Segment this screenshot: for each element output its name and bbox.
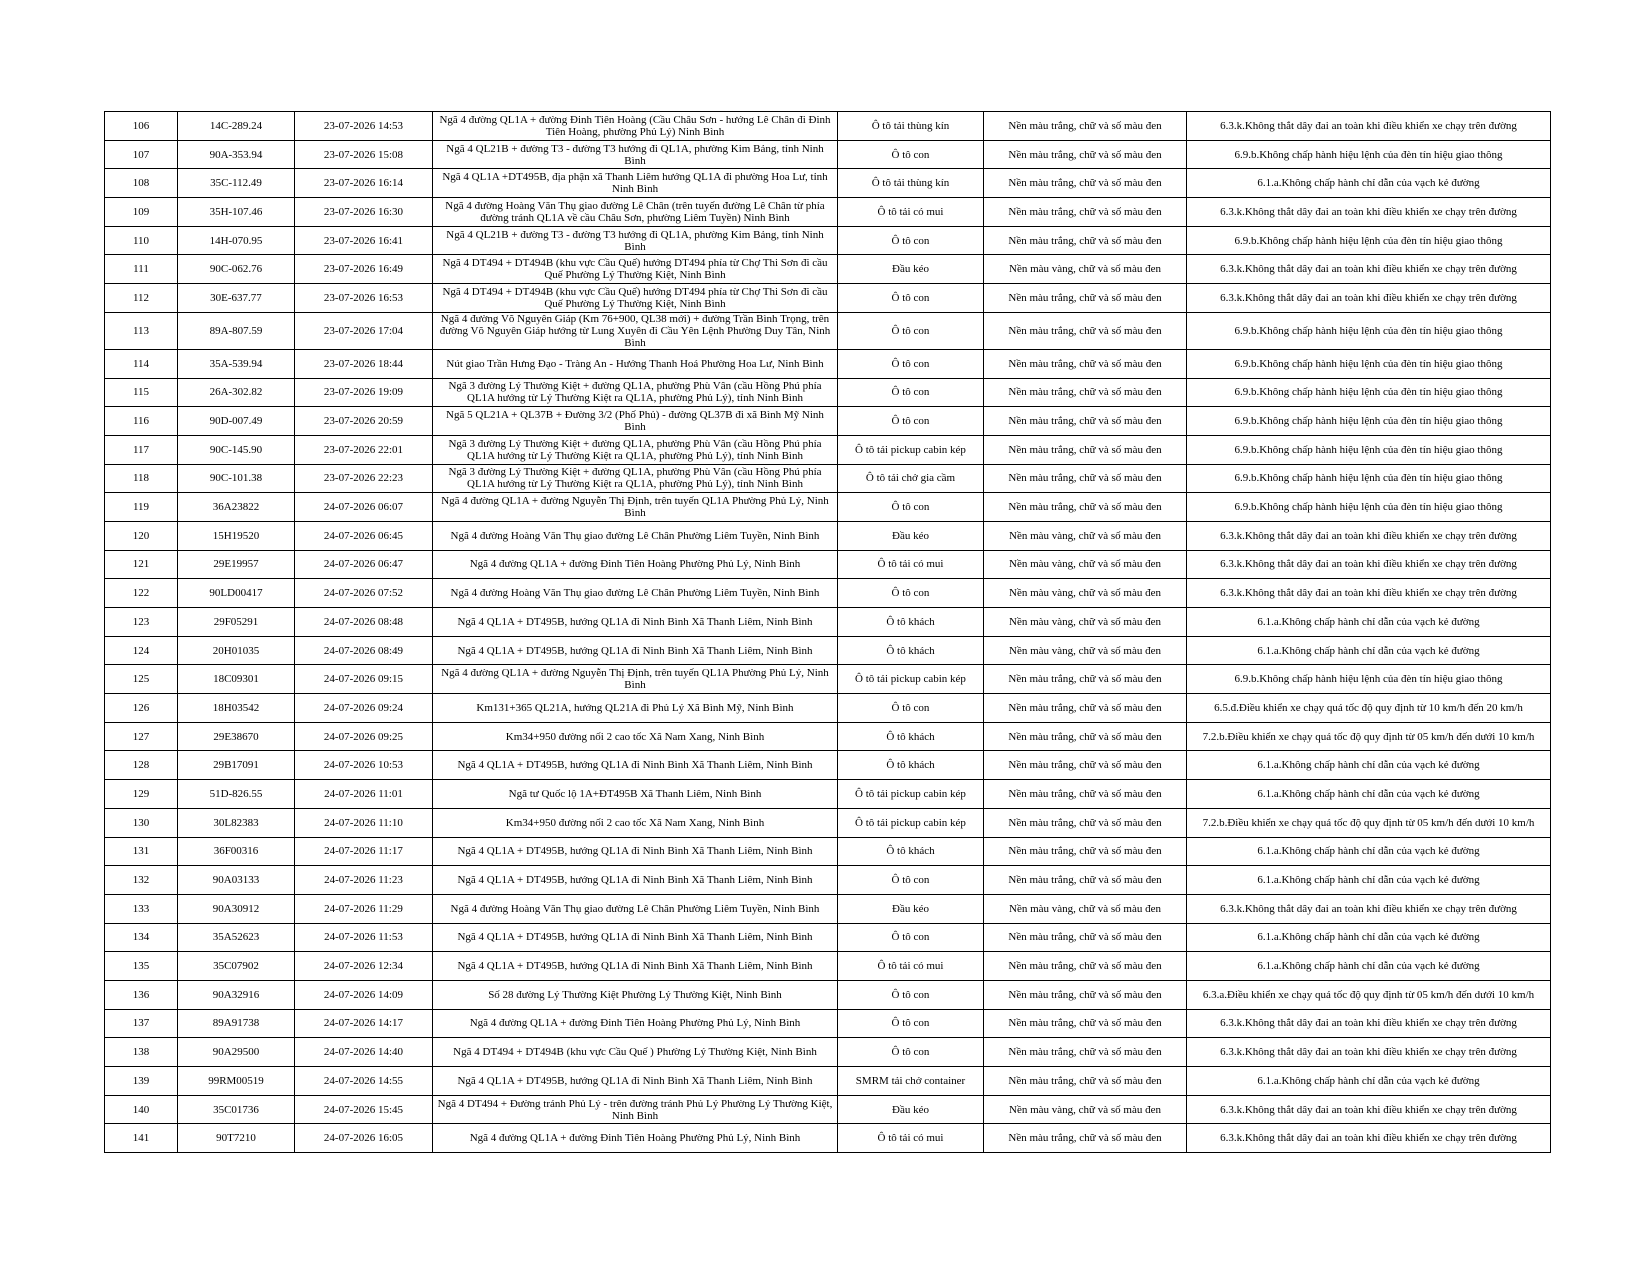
- table-row: [105, 579, 1551, 608]
- cell-row-number: 116: [105, 407, 178, 436]
- cell-vehicle-type: Ô tô khách: [838, 608, 984, 637]
- cell-plate-color: Nền màu trắng, chữ và số màu đen: [984, 1067, 1187, 1096]
- cell-violation: 6.3.k.Không thắt dây đai an toàn khi điều khiển xe chạy trên đường: [1187, 1124, 1551, 1153]
- cell-timestamp: 24-07-2026 06:45: [295, 521, 433, 550]
- cell-row-number: 126: [105, 694, 178, 723]
- cell-vehicle-type: Ô tô khách: [838, 751, 984, 780]
- cell-row-number: 118: [105, 464, 178, 493]
- violations-table: [104, 111, 1551, 1153]
- cell-license-plate: 90C-062.76: [178, 255, 295, 284]
- cell-timestamp: 24-07-2026 11:10: [295, 808, 433, 837]
- cell-vehicle-type: Ô tô tải có mui: [838, 1124, 984, 1153]
- cell-row-number: 115: [105, 378, 178, 407]
- cell-row-number: 137: [105, 1009, 178, 1038]
- cell-violation: 6.3.k.Không thắt dây đai an toàn khi điều khiển xe chạy trên đường: [1187, 579, 1551, 608]
- table-row: [105, 780, 1551, 809]
- cell-vehicle-type: Ô tô con: [838, 226, 984, 255]
- cell-timestamp: 24-07-2026 14:40: [295, 1038, 433, 1067]
- cell-vehicle-type: SMRM tải chở container: [838, 1067, 984, 1096]
- cell-row-number: 140: [105, 1095, 178, 1124]
- cell-vehicle-type: Ô tô tải pickup cabin kép: [838, 780, 984, 809]
- cell-timestamp: 24-07-2026 09:25: [295, 722, 433, 751]
- cell-violation: 6.9.b.Không chấp hành hiệu lệnh của đèn tín hiệu giao thông: [1187, 464, 1551, 493]
- cell-license-plate: 35A52623: [178, 923, 295, 952]
- cell-violation: 6.3.k.Không thắt dây đai an toàn khi điều khiển xe chạy trên đường: [1187, 1038, 1551, 1067]
- cell-plate-color: Nền màu trắng, chữ và số màu đen: [984, 493, 1187, 522]
- cell-location: Ngã 4 QL1A + DT495B, hướng QL1A đi Ninh Bình Xã Thanh Liêm, Ninh Bình: [433, 837, 838, 866]
- cell-location: Ngã 3 đường Lý Thường Kiệt + đường QL1A, phường Phù Vân (cầu Hồng Phú phía QL1A hướng từ Lý Thường Kiệt ra QL1A, phường Phủ Lý), tỉnh Ninh Bình: [433, 464, 838, 493]
- cell-license-plate: 35C01736: [178, 1095, 295, 1124]
- cell-plate-color: Nền màu trắng, chữ và số màu đen: [984, 923, 1187, 952]
- cell-location: Ngã 4 đường Võ Nguyên Giáp (Km 76+900, QL38 mới) + đường Trần Bình Trọng, trên đường Võ Nguyên Giáp hướng từ Lung Xuyên đi Cầu Yên Lệnh Phường Duy Tân, Ninh Bình: [433, 312, 838, 349]
- cell-violation: 6.3.k.Không thắt dây đai an toàn khi điều khiển xe chạy trên đường: [1187, 112, 1551, 141]
- cell-row-number: 130: [105, 808, 178, 837]
- cell-location: Ngã 4 đường Hoàng Văn Thụ giao đường Lê Chân Phường Liêm Tuyền, Ninh Bình: [433, 579, 838, 608]
- cell-timestamp: 24-07-2026 10:53: [295, 751, 433, 780]
- cell-row-number: 134: [105, 923, 178, 952]
- cell-row-number: 121: [105, 550, 178, 579]
- cell-license-plate: 90A32916: [178, 980, 295, 1009]
- table-row: [105, 1124, 1551, 1153]
- cell-license-plate: 18H03542: [178, 694, 295, 723]
- cell-timestamp: 24-07-2026 11:01: [295, 780, 433, 809]
- cell-license-plate: 90T7210: [178, 1124, 295, 1153]
- cell-location: Ngã 4 DT494 + DT494B (khu vực Cầu Quế) hướng DT494 phía từ Chợ Thi Sơn đi cầu Quế Phường Lý Thường Kiệt, Ninh Bình: [433, 255, 838, 284]
- cell-location: Ngã 5 QL21A + QL37B + Đường 3/2 (Phố Phủ) - đường QL37B đi xã Bình Mỹ Ninh Bình: [433, 407, 838, 436]
- cell-row-number: 107: [105, 140, 178, 169]
- cell-row-number: 122: [105, 579, 178, 608]
- cell-vehicle-type: Ô tô tải thùng kín: [838, 112, 984, 141]
- cell-location: Ngã tư Quốc lộ 1A+ĐT495B Xã Thanh Liêm, Ninh Bình: [433, 780, 838, 809]
- cell-violation: 6.9.b.Không chấp hành hiệu lệnh của đèn tín hiệu giao thông: [1187, 493, 1551, 522]
- cell-license-plate: 90C-101.38: [178, 464, 295, 493]
- cell-plate-color: Nền màu trắng, chữ và số màu đen: [984, 1124, 1187, 1153]
- cell-plate-color: Nền màu trắng, chữ và số màu đen: [984, 284, 1187, 313]
- cell-timestamp: 24-07-2026 06:07: [295, 493, 433, 522]
- cell-plate-color: Nền màu trắng, chữ và số màu đen: [984, 952, 1187, 981]
- cell-location: Ngã 4 đường QL1A + đường Đinh Tiên Hoàng Phường Phủ Lý, Ninh Bình: [433, 550, 838, 579]
- cell-row-number: 136: [105, 980, 178, 1009]
- cell-vehicle-type: Ô tô con: [838, 1009, 984, 1038]
- cell-license-plate: 20H01035: [178, 636, 295, 665]
- cell-plate-color: Nền màu vàng, chữ và số màu đen: [984, 608, 1187, 637]
- cell-row-number: 131: [105, 837, 178, 866]
- cell-location: Ngã 4 QL1A + DT495B, hướng QL1A đi Ninh Bình Xã Thanh Liêm, Ninh Bình: [433, 608, 838, 637]
- cell-violation: 6.9.b.Không chấp hành hiệu lệnh của đèn tín hiệu giao thông: [1187, 312, 1551, 349]
- cell-violation: 6.1.a.Không chấp hành chỉ dẫn của vạch kẻ đường: [1187, 1067, 1551, 1096]
- cell-timestamp: 24-07-2026 14:09: [295, 980, 433, 1009]
- table-row: [105, 665, 1551, 694]
- cell-license-plate: 29F05291: [178, 608, 295, 637]
- table-row: [105, 608, 1551, 637]
- cell-violation: 6.1.a.Không chấp hành chỉ dẫn của vạch kẻ đường: [1187, 780, 1551, 809]
- cell-location: Ngã 4 đường QL1A + đường Đinh Tiên Hoàng (Cầu Châu Sơn - hướng Lê Chân đi Đinh Tiên Hoàng, phường Phủ Lý) Ninh Bình: [433, 112, 838, 141]
- cell-vehicle-type: Đầu kéo: [838, 894, 984, 923]
- cell-violation: 6.5.đ.Điều khiển xe chạy quá tốc độ quy định từ 10 km/h đến 20 km/h: [1187, 694, 1551, 723]
- cell-timestamp: 24-07-2026 12:34: [295, 952, 433, 981]
- cell-timestamp: 24-07-2026 09:24: [295, 694, 433, 723]
- cell-license-plate: 90A03133: [178, 866, 295, 895]
- cell-license-plate: 90A-353.94: [178, 140, 295, 169]
- cell-license-plate: 29E19957: [178, 550, 295, 579]
- cell-location: Ngã 4 đường QL1A + đường Nguyễn Thị Định, trên tuyến QL1A Phường Phủ Lý, Ninh Bình: [433, 493, 838, 522]
- cell-timestamp: 23-07-2026 14:53: [295, 112, 433, 141]
- cell-location: Ngã 4 đường QL1A + đường Đinh Tiên Hoàng Phường Phủ Lý, Ninh Bình: [433, 1124, 838, 1153]
- cell-vehicle-type: Ô tô con: [838, 284, 984, 313]
- cell-violation: 6.1.a.Không chấp hành chỉ dẫn của vạch kẻ đường: [1187, 636, 1551, 665]
- cell-plate-color: Nền màu trắng, chữ và số màu đen: [984, 464, 1187, 493]
- cell-vehicle-type: Ô tô khách: [838, 837, 984, 866]
- cell-violation: 6.9.b.Không chấp hành hiệu lệnh của đèn tín hiệu giao thông: [1187, 378, 1551, 407]
- cell-row-number: 110: [105, 226, 178, 255]
- table-row: [105, 722, 1551, 751]
- cell-timestamp: 24-07-2026 06:47: [295, 550, 433, 579]
- cell-violation: 6.3.k.Không thắt dây đai an toàn khi điều khiển xe chạy trên đường: [1187, 550, 1551, 579]
- cell-vehicle-type: Ô tô con: [838, 579, 984, 608]
- cell-vehicle-type: Ô tô tải có mui: [838, 198, 984, 227]
- cell-location: Km34+950 đường nối 2 cao tốc Xã Nam Xang, Ninh Bình: [433, 722, 838, 751]
- cell-vehicle-type: Ô tô con: [838, 980, 984, 1009]
- cell-timestamp: 24-07-2026 15:45: [295, 1095, 433, 1124]
- cell-row-number: 125: [105, 665, 178, 694]
- cell-location: Nút giao Trần Hưng Đạo - Tràng An - Hướng Thanh Hoá Phường Hoa Lư, Ninh Bình: [433, 349, 838, 378]
- cell-violation: 6.1.a.Không chấp hành chỉ dẫn của vạch kẻ đường: [1187, 837, 1551, 866]
- cell-plate-color: Nền màu trắng, chữ và số màu đen: [984, 1009, 1187, 1038]
- cell-row-number: 113: [105, 312, 178, 349]
- table-body: [105, 112, 1551, 1153]
- cell-location: Ngã 4 đường Hoàng Văn Thụ giao đường Lê Chân Phường Liêm Tuyền, Ninh Bình: [433, 521, 838, 550]
- cell-location: Ngã 4 QL1A + DT495B, hướng QL1A đi Ninh Bình Xã Thanh Liêm, Ninh Bình: [433, 636, 838, 665]
- table-row: [105, 1009, 1551, 1038]
- cell-timestamp: 24-07-2026 08:49: [295, 636, 433, 665]
- cell-location: Ngã 4 QL1A + DT495B, hướng QL1A đi Ninh Bình Xã Thanh Liêm, Ninh Bình: [433, 1067, 838, 1096]
- cell-plate-color: Nền màu trắng, chữ và số màu đen: [984, 665, 1187, 694]
- cell-license-plate: 18C09301: [178, 665, 295, 694]
- table-row: [105, 493, 1551, 522]
- cell-location: Ngã 4 QL21B + đường T3 - đường T3 hướng đi QL1A, phường Kim Bảng, tỉnh Ninh Bình: [433, 226, 838, 255]
- cell-plate-color: Nền màu trắng, chữ và số màu đen: [984, 1038, 1187, 1067]
- cell-location: Ngã 4 QL1A + DT495B, hướng QL1A đi Ninh Bình Xã Thanh Liêm, Ninh Bình: [433, 751, 838, 780]
- cell-license-plate: 35A-539.94: [178, 349, 295, 378]
- cell-violation: 6.3.k.Không thắt dây đai an toàn khi điều khiển xe chạy trên đường: [1187, 1009, 1551, 1038]
- cell-plate-color: Nền màu vàng, chữ và số màu đen: [984, 521, 1187, 550]
- cell-violation: 6.1.a.Không chấp hành chỉ dẫn của vạch kẻ đường: [1187, 923, 1551, 952]
- cell-plate-color: Nền màu trắng, chữ và số màu đen: [984, 751, 1187, 780]
- cell-timestamp: 24-07-2026 11:17: [295, 837, 433, 866]
- cell-timestamp: 23-07-2026 19:09: [295, 378, 433, 407]
- table-row: [105, 255, 1551, 284]
- cell-timestamp: 24-07-2026 09:15: [295, 665, 433, 694]
- cell-timestamp: 23-07-2026 17:04: [295, 312, 433, 349]
- cell-vehicle-type: Ô tô khách: [838, 636, 984, 665]
- cell-row-number: 117: [105, 435, 178, 464]
- cell-license-plate: 90LD00417: [178, 579, 295, 608]
- cell-row-number: 111: [105, 255, 178, 284]
- cell-timestamp: 23-07-2026 15:08: [295, 140, 433, 169]
- table-row: [105, 198, 1551, 227]
- table-row: [105, 1038, 1551, 1067]
- table-row: [105, 1095, 1551, 1124]
- cell-license-plate: 35H-107.46: [178, 198, 295, 227]
- cell-violation: 6.9.b.Không chấp hành hiệu lệnh của đèn tín hiệu giao thông: [1187, 349, 1551, 378]
- cell-location: Km131+365 QL21A, hướng QL21A đi Phủ Lý Xã Bình Mỹ, Ninh Bình: [433, 694, 838, 723]
- cell-timestamp: 24-07-2026 07:52: [295, 579, 433, 608]
- cell-plate-color: Nền màu trắng, chữ và số màu đen: [984, 866, 1187, 895]
- cell-vehicle-type: Đầu kéo: [838, 521, 984, 550]
- table-row: [105, 407, 1551, 436]
- cell-license-plate: 26A-302.82: [178, 378, 295, 407]
- cell-plate-color: Nền màu trắng, chữ và số màu đen: [984, 837, 1187, 866]
- table-row: [105, 837, 1551, 866]
- cell-license-plate: 15H19520: [178, 521, 295, 550]
- cell-row-number: 129: [105, 780, 178, 809]
- cell-license-plate: 36F00316: [178, 837, 295, 866]
- table-row: [105, 808, 1551, 837]
- cell-location: Ngã 4 đường Hoàng Văn Thụ giao đường Lê Chân (trên tuyến đường Lê Chân từ phía đường tránh QL1A về cầu Châu Sơn, phường Liêm Tuyền) Ninh Bình: [433, 198, 838, 227]
- cell-row-number: 112: [105, 284, 178, 313]
- cell-license-plate: 14H-070.95: [178, 226, 295, 255]
- cell-location: Ngã 4 QL1A + DT495B, hướng QL1A đi Ninh Bình Xã Thanh Liêm, Ninh Bình: [433, 923, 838, 952]
- cell-location: Km34+950 đường nối 2 cao tốc Xã Nam Xang, Ninh Bình: [433, 808, 838, 837]
- cell-license-plate: 90C-145.90: [178, 435, 295, 464]
- cell-location: Ngã 4 đường QL1A + đường Nguyễn Thị Định, trên tuyến QL1A Phường Phủ Lý, Ninh Bình: [433, 665, 838, 694]
- cell-violation: 7.2.b.Điều khiển xe chạy quá tốc độ quy định từ 05 km/h đến dưới 10 km/h: [1187, 722, 1551, 751]
- table-row: [105, 378, 1551, 407]
- cell-license-plate: 35C07902: [178, 952, 295, 981]
- cell-row-number: 132: [105, 866, 178, 895]
- cell-violation: 6.3.k.Không thắt dây đai an toàn khi điều khiển xe chạy trên đường: [1187, 1095, 1551, 1124]
- cell-violation: 7.2.b.Điều khiển xe chạy quá tốc độ quy định từ 05 km/h đến dưới 10 km/h: [1187, 808, 1551, 837]
- cell-vehicle-type: Ô tô con: [838, 923, 984, 952]
- table-row: [105, 866, 1551, 895]
- cell-vehicle-type: Ô tô tải pickup cabin kép: [838, 808, 984, 837]
- cell-license-plate: 89A91738: [178, 1009, 295, 1038]
- cell-plate-color: Nền màu trắng, chữ và số màu đen: [984, 407, 1187, 436]
- table-row: [105, 751, 1551, 780]
- table-row: [105, 1067, 1551, 1096]
- cell-violation: 6.9.b.Không chấp hành hiệu lệnh của đèn tín hiệu giao thông: [1187, 665, 1551, 694]
- cell-row-number: 120: [105, 521, 178, 550]
- cell-plate-color: Nền màu trắng, chữ và số màu đen: [984, 198, 1187, 227]
- cell-plate-color: Nền màu vàng, chữ và số màu đen: [984, 636, 1187, 665]
- cell-vehicle-type: Ô tô con: [838, 866, 984, 895]
- cell-vehicle-type: Ô tô con: [838, 312, 984, 349]
- cell-location: Ngã 4 QL1A + DT495B, hướng QL1A đi Ninh Bình Xã Thanh Liêm, Ninh Bình: [433, 866, 838, 895]
- cell-vehicle-type: Ô tô con: [838, 694, 984, 723]
- cell-vehicle-type: Ô tô con: [838, 407, 984, 436]
- cell-timestamp: 23-07-2026 16:14: [295, 169, 433, 198]
- cell-row-number: 109: [105, 198, 178, 227]
- cell-license-plate: 29B17091: [178, 751, 295, 780]
- cell-timestamp: 24-07-2026 11:29: [295, 894, 433, 923]
- cell-timestamp: 23-07-2026 18:44: [295, 349, 433, 378]
- cell-timestamp: 23-07-2026 20:59: [295, 407, 433, 436]
- cell-row-number: 128: [105, 751, 178, 780]
- cell-license-plate: 30L82383: [178, 808, 295, 837]
- cell-timestamp: 24-07-2026 14:55: [295, 1067, 433, 1096]
- cell-violation: 6.3.k.Không thắt dây đai an toàn khi điều khiển xe chạy trên đường: [1187, 894, 1551, 923]
- cell-plate-color: Nền màu trắng, chữ và số màu đen: [984, 112, 1187, 141]
- cell-row-number: 141: [105, 1124, 178, 1153]
- cell-vehicle-type: Ô tô tải có mui: [838, 550, 984, 579]
- cell-row-number: 138: [105, 1038, 178, 1067]
- cell-vehicle-type: Ô tô tải pickup cabin kép: [838, 665, 984, 694]
- cell-license-plate: 14C-289.24: [178, 112, 295, 141]
- cell-plate-color: Nền màu trắng, chữ và số màu đen: [984, 312, 1187, 349]
- cell-license-plate: 30E-637.77: [178, 284, 295, 313]
- table-row: [105, 226, 1551, 255]
- cell-row-number: 135: [105, 952, 178, 981]
- cell-plate-color: Nền màu trắng, chữ và số màu đen: [984, 226, 1187, 255]
- table-row: [105, 694, 1551, 723]
- cell-plate-color: Nền màu trắng, chữ và số màu đen: [984, 808, 1187, 837]
- table-row: [105, 140, 1551, 169]
- cell-vehicle-type: Ô tô tải có mui: [838, 952, 984, 981]
- cell-plate-color: Nền màu vàng, chữ và số màu đen: [984, 579, 1187, 608]
- cell-location: Ngã 4 QL21B + đường T3 - đường T3 hướng đi QL1A, phường Kim Bảng, tỉnh Ninh Bình: [433, 140, 838, 169]
- cell-row-number: 139: [105, 1067, 178, 1096]
- cell-vehicle-type: Ô tô tải chở gia cầm: [838, 464, 984, 493]
- table-row: [105, 923, 1551, 952]
- cell-violation: 6.1.a.Không chấp hành chỉ dẫn của vạch kẻ đường: [1187, 866, 1551, 895]
- cell-plate-color: Nền màu trắng, chữ và số màu đen: [984, 694, 1187, 723]
- cell-location: Ngã 3 đường Lý Thường Kiệt + đường QL1A, phường Phù Vân (cầu Hồng Phú phía QL1A hướng từ Lý Thường Kiệt ra QL1A, phường Phủ Lý), tỉnh Ninh Bình: [433, 378, 838, 407]
- cell-timestamp: 24-07-2026 11:23: [295, 866, 433, 895]
- table-row: [105, 952, 1551, 981]
- cell-vehicle-type: Ô tô con: [838, 349, 984, 378]
- cell-plate-color: Nền màu trắng, chữ và số màu đen: [984, 140, 1187, 169]
- cell-location: Ngã 3 đường Lý Thường Kiệt + đường QL1A, phường Phù Vân (cầu Hồng Phú phía QL1A hướng từ Lý Thường Kiệt ra QL1A, phường Phủ Lý), tỉnh Ninh Bình: [433, 435, 838, 464]
- cell-location: Ngã 4 DT494 + Đường tránh Phủ Lý - trên đường tránh Phủ Lý Phường Lý Thường Kiệt, Ninh Bình: [433, 1095, 838, 1124]
- cell-violation: 6.9.b.Không chấp hành hiệu lệnh của đèn tín hiệu giao thông: [1187, 407, 1551, 436]
- cell-license-plate: 99RM00519: [178, 1067, 295, 1096]
- cell-plate-color: Nền màu vàng, chữ và số màu đen: [984, 255, 1187, 284]
- cell-violation: 6.3.a.Điều khiển xe chạy quá tốc độ quy định từ 05 km/h đến dưới 10 km/h: [1187, 980, 1551, 1009]
- table-row: [105, 550, 1551, 579]
- cell-row-number: 106: [105, 112, 178, 141]
- cell-timestamp: 24-07-2026 14:17: [295, 1009, 433, 1038]
- cell-violation: 6.9.b.Không chấp hành hiệu lệnh của đèn tín hiệu giao thông: [1187, 226, 1551, 255]
- table-row: [105, 435, 1551, 464]
- cell-vehicle-type: Ô tô con: [838, 140, 984, 169]
- cell-license-plate: 90A29500: [178, 1038, 295, 1067]
- cell-row-number: 124: [105, 636, 178, 665]
- cell-row-number: 119: [105, 493, 178, 522]
- cell-vehicle-type: Ô tô tải thùng kín: [838, 169, 984, 198]
- cell-plate-color: Nền màu vàng, chữ và số màu đen: [984, 894, 1187, 923]
- table-row: [105, 894, 1551, 923]
- cell-location: Ngã 4 QL1A +DT495B, địa phận xã Thanh Liêm hướng QL1A đi phường Hoa Lư, tỉnh Ninh Bình: [433, 169, 838, 198]
- cell-violation: 6.9.b.Không chấp hành hiệu lệnh của đèn tín hiệu giao thông: [1187, 140, 1551, 169]
- cell-violation: 6.1.a.Không chấp hành chỉ dẫn của vạch kẻ đường: [1187, 169, 1551, 198]
- cell-timestamp: 23-07-2026 22:23: [295, 464, 433, 493]
- cell-plate-color: Nền màu trắng, chữ và số màu đen: [984, 349, 1187, 378]
- cell-location: Ngã 4 DT494 + DT494B (khu vực Cầu Quế ) Phường Lý Thường Kiệt, Ninh Bình: [433, 1038, 838, 1067]
- cell-timestamp: 23-07-2026 16:41: [295, 226, 433, 255]
- cell-timestamp: 23-07-2026 16:49: [295, 255, 433, 284]
- cell-timestamp: 23-07-2026 22:01: [295, 435, 433, 464]
- cell-plate-color: Nền màu trắng, chữ và số màu đen: [984, 378, 1187, 407]
- cell-plate-color: Nền màu vàng, chữ và số màu đen: [984, 1095, 1187, 1124]
- cell-vehicle-type: Ô tô con: [838, 493, 984, 522]
- cell-row-number: 127: [105, 722, 178, 751]
- table-row: [105, 464, 1551, 493]
- table-row: [105, 312, 1551, 349]
- cell-license-plate: 51D-826.55: [178, 780, 295, 809]
- cell-license-plate: 35C-112.49: [178, 169, 295, 198]
- cell-plate-color: Nền màu trắng, chữ và số màu đen: [984, 169, 1187, 198]
- cell-location: Ngã 4 đường QL1A + đường Đinh Tiên Hoàng Phường Phủ Lý, Ninh Bình: [433, 1009, 838, 1038]
- table-row: [105, 521, 1551, 550]
- cell-location: Ngã 4 DT494 + DT494B (khu vực Cầu Quế) hướng DT494 phía từ Chợ Thi Sơn đi cầu Quế Phường Lý Thường Kiệt, Ninh Bình: [433, 284, 838, 313]
- cell-location: Ngã 4 đường Hoàng Văn Thụ giao đường Lê Chân Phường Liêm Tuyền, Ninh Bình: [433, 894, 838, 923]
- cell-vehicle-type: Đầu kéo: [838, 1095, 984, 1124]
- cell-violation: 6.9.b.Không chấp hành hiệu lệnh của đèn tín hiệu giao thông: [1187, 435, 1551, 464]
- cell-plate-color: Nền màu trắng, chữ và số màu đen: [984, 780, 1187, 809]
- cell-timestamp: 23-07-2026 16:53: [295, 284, 433, 313]
- cell-row-number: 108: [105, 169, 178, 198]
- table-row: [105, 169, 1551, 198]
- table-row: [105, 284, 1551, 313]
- cell-license-plate: 36A23822: [178, 493, 295, 522]
- cell-timestamp: 24-07-2026 11:53: [295, 923, 433, 952]
- cell-license-plate: 89A-807.59: [178, 312, 295, 349]
- cell-vehicle-type: Ô tô khách: [838, 722, 984, 751]
- cell-violation: 6.1.a.Không chấp hành chỉ dẫn của vạch kẻ đường: [1187, 751, 1551, 780]
- cell-vehicle-type: Ô tô tải pickup cabin kép: [838, 435, 984, 464]
- cell-violation: 6.1.a.Không chấp hành chỉ dẫn của vạch kẻ đường: [1187, 952, 1551, 981]
- cell-violation: 6.3.k.Không thắt dây đai an toàn khi điều khiển xe chạy trên đường: [1187, 198, 1551, 227]
- cell-plate-color: Nền màu vàng, chữ và số màu đen: [984, 550, 1187, 579]
- cell-vehicle-type: Ô tô con: [838, 378, 984, 407]
- cell-timestamp: 24-07-2026 16:05: [295, 1124, 433, 1153]
- cell-violation: 6.3.k.Không thắt dây đai an toàn khi điều khiển xe chạy trên đường: [1187, 255, 1551, 284]
- cell-license-plate: 90A30912: [178, 894, 295, 923]
- cell-location: Ngã 4 QL1A + DT495B, hướng QL1A đi Ninh Bình Xã Thanh Liêm, Ninh Bình: [433, 952, 838, 981]
- table-row: [105, 636, 1551, 665]
- cell-violation: 6.3.k.Không thắt dây đai an toàn khi điều khiển xe chạy trên đường: [1187, 521, 1551, 550]
- cell-license-plate: 29E38670: [178, 722, 295, 751]
- cell-violation: 6.3.k.Không thắt dây đai an toàn khi điều khiển xe chạy trên đường: [1187, 284, 1551, 313]
- cell-plate-color: Nền màu trắng, chữ và số màu đen: [984, 980, 1187, 1009]
- cell-row-number: 123: [105, 608, 178, 637]
- cell-row-number: 114: [105, 349, 178, 378]
- cell-license-plate: 90D-007.49: [178, 407, 295, 436]
- cell-location: Số 28 đường Lý Thường Kiệt Phường Lý Thường Kiệt, Ninh Bình: [433, 980, 838, 1009]
- table-row: [105, 980, 1551, 1009]
- table-row: [105, 349, 1551, 378]
- cell-timestamp: 24-07-2026 08:48: [295, 608, 433, 637]
- cell-row-number: 133: [105, 894, 178, 923]
- table-row: [105, 112, 1551, 141]
- cell-violation: 6.1.a.Không chấp hành chỉ dẫn của vạch kẻ đường: [1187, 608, 1551, 637]
- cell-plate-color: Nền màu trắng, chữ và số màu đen: [984, 435, 1187, 464]
- cell-timestamp: 23-07-2026 16:30: [295, 198, 433, 227]
- cell-vehicle-type: Đầu kéo: [838, 255, 984, 284]
- cell-vehicle-type: Ô tô con: [838, 1038, 984, 1067]
- cell-plate-color: Nền màu trắng, chữ và số màu đen: [984, 722, 1187, 751]
